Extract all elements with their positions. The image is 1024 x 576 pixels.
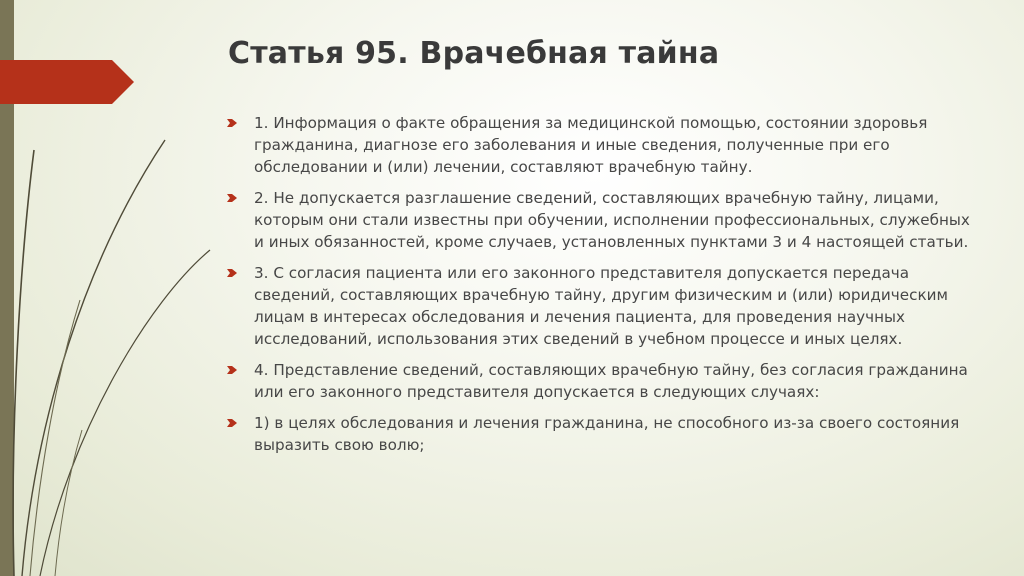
list-item-text: 1. Информация о факте обращения за медицинской помощью, состоянии здоровья гражданина, диагнозе его заболевания и иные сведения, полученные при его обследовании и (или) лечении, составляют врачебную тайну. <box>254 114 928 176</box>
list-item-text: 3. С согласия пациента или его законного представителя допускается передача сведений, составляющих врачебную тайну, другим физическим и (или) юридическим лицам в интересах обследования и лечения пациента, для проведения научных исследований, использования этих сведений в учебном процессе и иных целях. <box>254 264 948 348</box>
list-item <box>226 412 971 456</box>
arrow-bullet-icon <box>227 366 237 374</box>
arrow-bullet-icon <box>227 194 237 202</box>
list-item-text: 1) в целях обследования и лечения гражданина, не способного из-за своего состояния выразить свою волю; <box>254 414 960 454</box>
title-accent-arrow <box>0 60 134 104</box>
arrow-bullet-icon <box>227 269 237 277</box>
list-item-text: 2. Не допускается разглашение сведений, составляющих врачебную тайну, лицами, которым они стали известны при обучении, исполнении профессиональных, служебных и иных обязанностей, кроме случаев, установленных пунктами 3 и 4 настоящей статьи. <box>254 189 970 251</box>
arrow-bullet-icon <box>227 119 237 127</box>
list-item <box>226 359 971 403</box>
content-list <box>226 112 971 465</box>
decorative-curves <box>0 0 220 576</box>
list-item <box>226 112 971 178</box>
list-item-text: 4. Представление сведений, составляющих врачебную тайну, без согласия гражданина или его законного представителя допускается в следующих случаях: <box>254 361 968 401</box>
list-item <box>226 262 971 350</box>
slide-title: Статья 95. Врачебная тайна <box>228 36 720 71</box>
list-item <box>226 187 971 253</box>
arrow-bullet-icon <box>227 419 237 427</box>
